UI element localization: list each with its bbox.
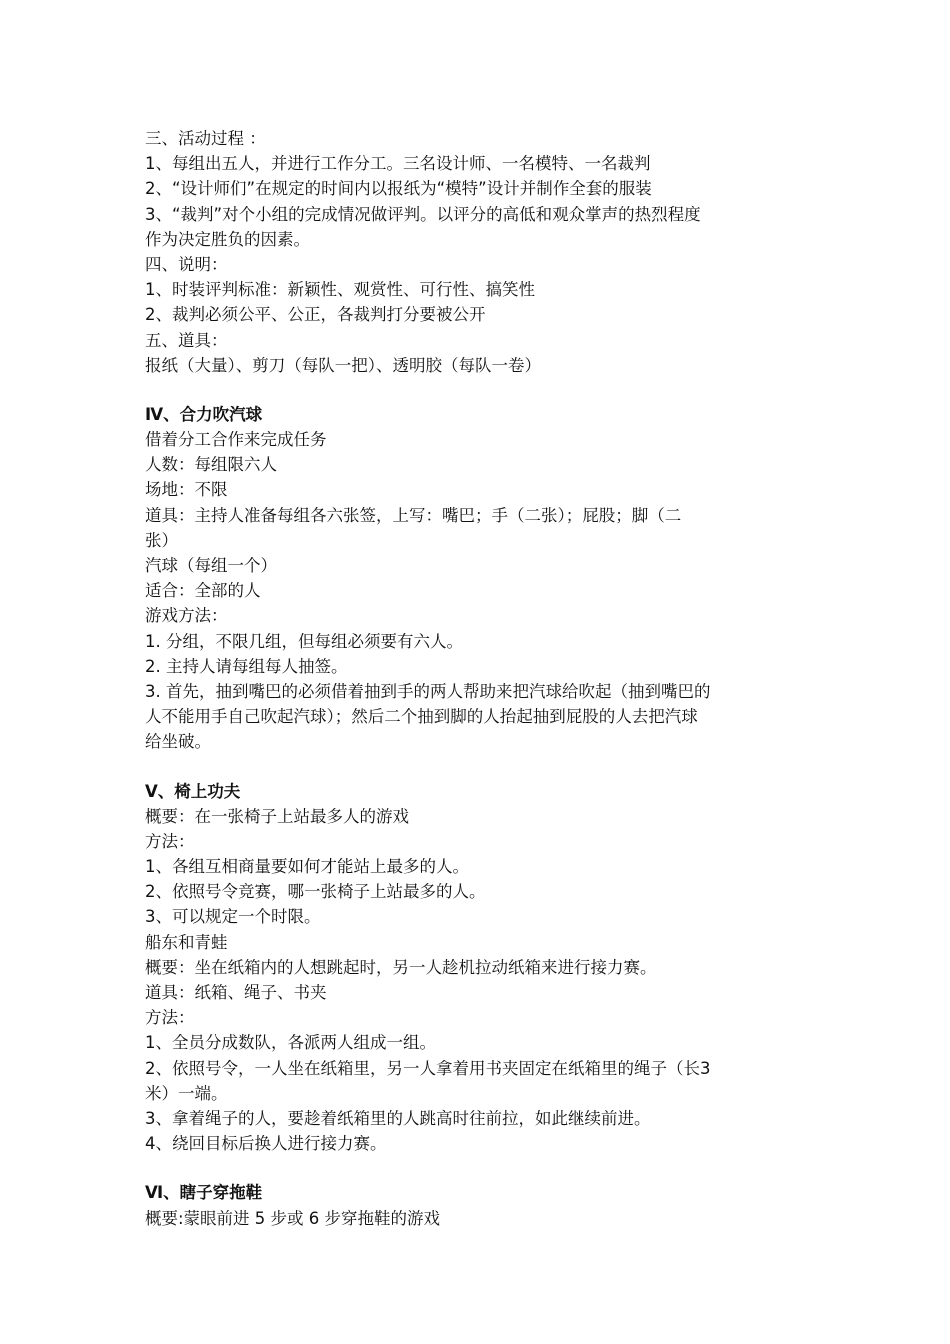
text-line: 3、拿着绳子的人，要趁着纸箱里的人跳高时往前拉，如此继续前进。	[145, 1108, 651, 1128]
text-line: 1、各组互相商量要如何才能站上最多的人。	[145, 857, 469, 877]
paragraph-gap	[145, 755, 825, 779]
text-line: 方法：	[145, 831, 195, 851]
text-line: 1、全员分成数队，各派两人组成一组。	[145, 1033, 436, 1053]
text-line: 道具：纸箱、绳子、书夹	[145, 983, 327, 1002]
text-line: 道具：主持人准备每组各六张签，上写：嘴巴；手（二张）；屁股；脚（二	[145, 505, 682, 525]
text-line: 汽球（每组一个）	[145, 556, 277, 575]
section-heading: Ⅳ、合力吹汽球	[145, 404, 263, 424]
text-line: 三、活动过程 ：	[145, 129, 266, 148]
text-line: 概要：在一张椅子上站最多人的游戏	[145, 806, 409, 826]
text-line: 适合：全部的人	[145, 581, 261, 601]
text-line: 游戏方法：	[145, 606, 228, 626]
text-line: 给坐破。	[145, 732, 211, 752]
text-line: 3、可以规定一个时限。	[145, 907, 321, 927]
text-line: 报纸（大量）、剪刀（每队一把）、透明胶（每队一卷）	[145, 355, 541, 375]
text-line: 方法：	[145, 1008, 195, 1028]
text-line: 2、“设计师们”在规定的时间内以报纸为“模特”设计并制作全套的服装	[145, 179, 652, 199]
section-heading: Ⅴ、椅上功夫	[145, 781, 241, 801]
text-line: 2、依照号令，一人坐在纸箱里，另一人拿着用书夹固定在纸箱里的绳子（长3	[145, 1058, 711, 1078]
section-heading: Ⅵ、瞎子穿拖鞋	[145, 1183, 263, 1203]
text-line: 4、绕回目标后换人进行接力赛。	[145, 1134, 387, 1154]
text-line: 人不能用手自己吹起汽球）；然后二个抽到脚的人抬起抽到屁股的人去把汽球	[145, 707, 698, 727]
document-page	[145, 126, 825, 1231]
text-line: 作为决定胜负的因素。	[145, 229, 310, 249]
text-line: 五、道具：	[145, 330, 228, 350]
text-line: 1. 分组，不限几组，但每组必须要有六人。	[145, 631, 463, 651]
text-line: 场地：不限	[145, 480, 228, 500]
text-line: 米）一端。	[145, 1083, 228, 1103]
paragraph-gap	[145, 378, 825, 402]
text-line: 1、每组出五人，并进行工作分工。三名设计师、一名模特、一名裁判	[145, 154, 651, 174]
text-line: 3. 首先，抽到嘴巴的必须借着抽到手的两人帮助来把汽球给吹起（抽到嘴巴的	[145, 681, 711, 701]
text-line: 2、依照号令竞赛，哪一张椅子上站最多的人。	[145, 882, 486, 902]
text-line: 1、时装评判标准：新颖性、观赏性、可行性、搞笑性	[145, 280, 535, 300]
text-line: 2. 主持人请每组每人抽签。	[145, 656, 348, 676]
text-line: 四、说明：	[145, 254, 228, 274]
text-line: 3、“裁判”对个小组的完成情况做评判。以评分的高低和观众掌声的热烈程度	[145, 204, 701, 224]
text-line: 张）	[145, 530, 178, 550]
text-line: 船东和青蛙	[145, 932, 228, 952]
paragraph-gap	[145, 1156, 825, 1180]
text-line: 概要：坐在纸箱内的人想跳起时，另一人趁机拉动纸箱来进行接力赛。	[145, 957, 657, 977]
text-line: 人数：每组限六人	[145, 455, 277, 475]
text-line: 概要:蒙眼前进 5 步或 6 步穿拖鞋的游戏	[145, 1208, 441, 1228]
text-line: 2、裁判必须公平、公正，各裁判打分要被公开	[145, 305, 486, 325]
text-line: 借着分工合作来完成任务	[145, 430, 327, 450]
